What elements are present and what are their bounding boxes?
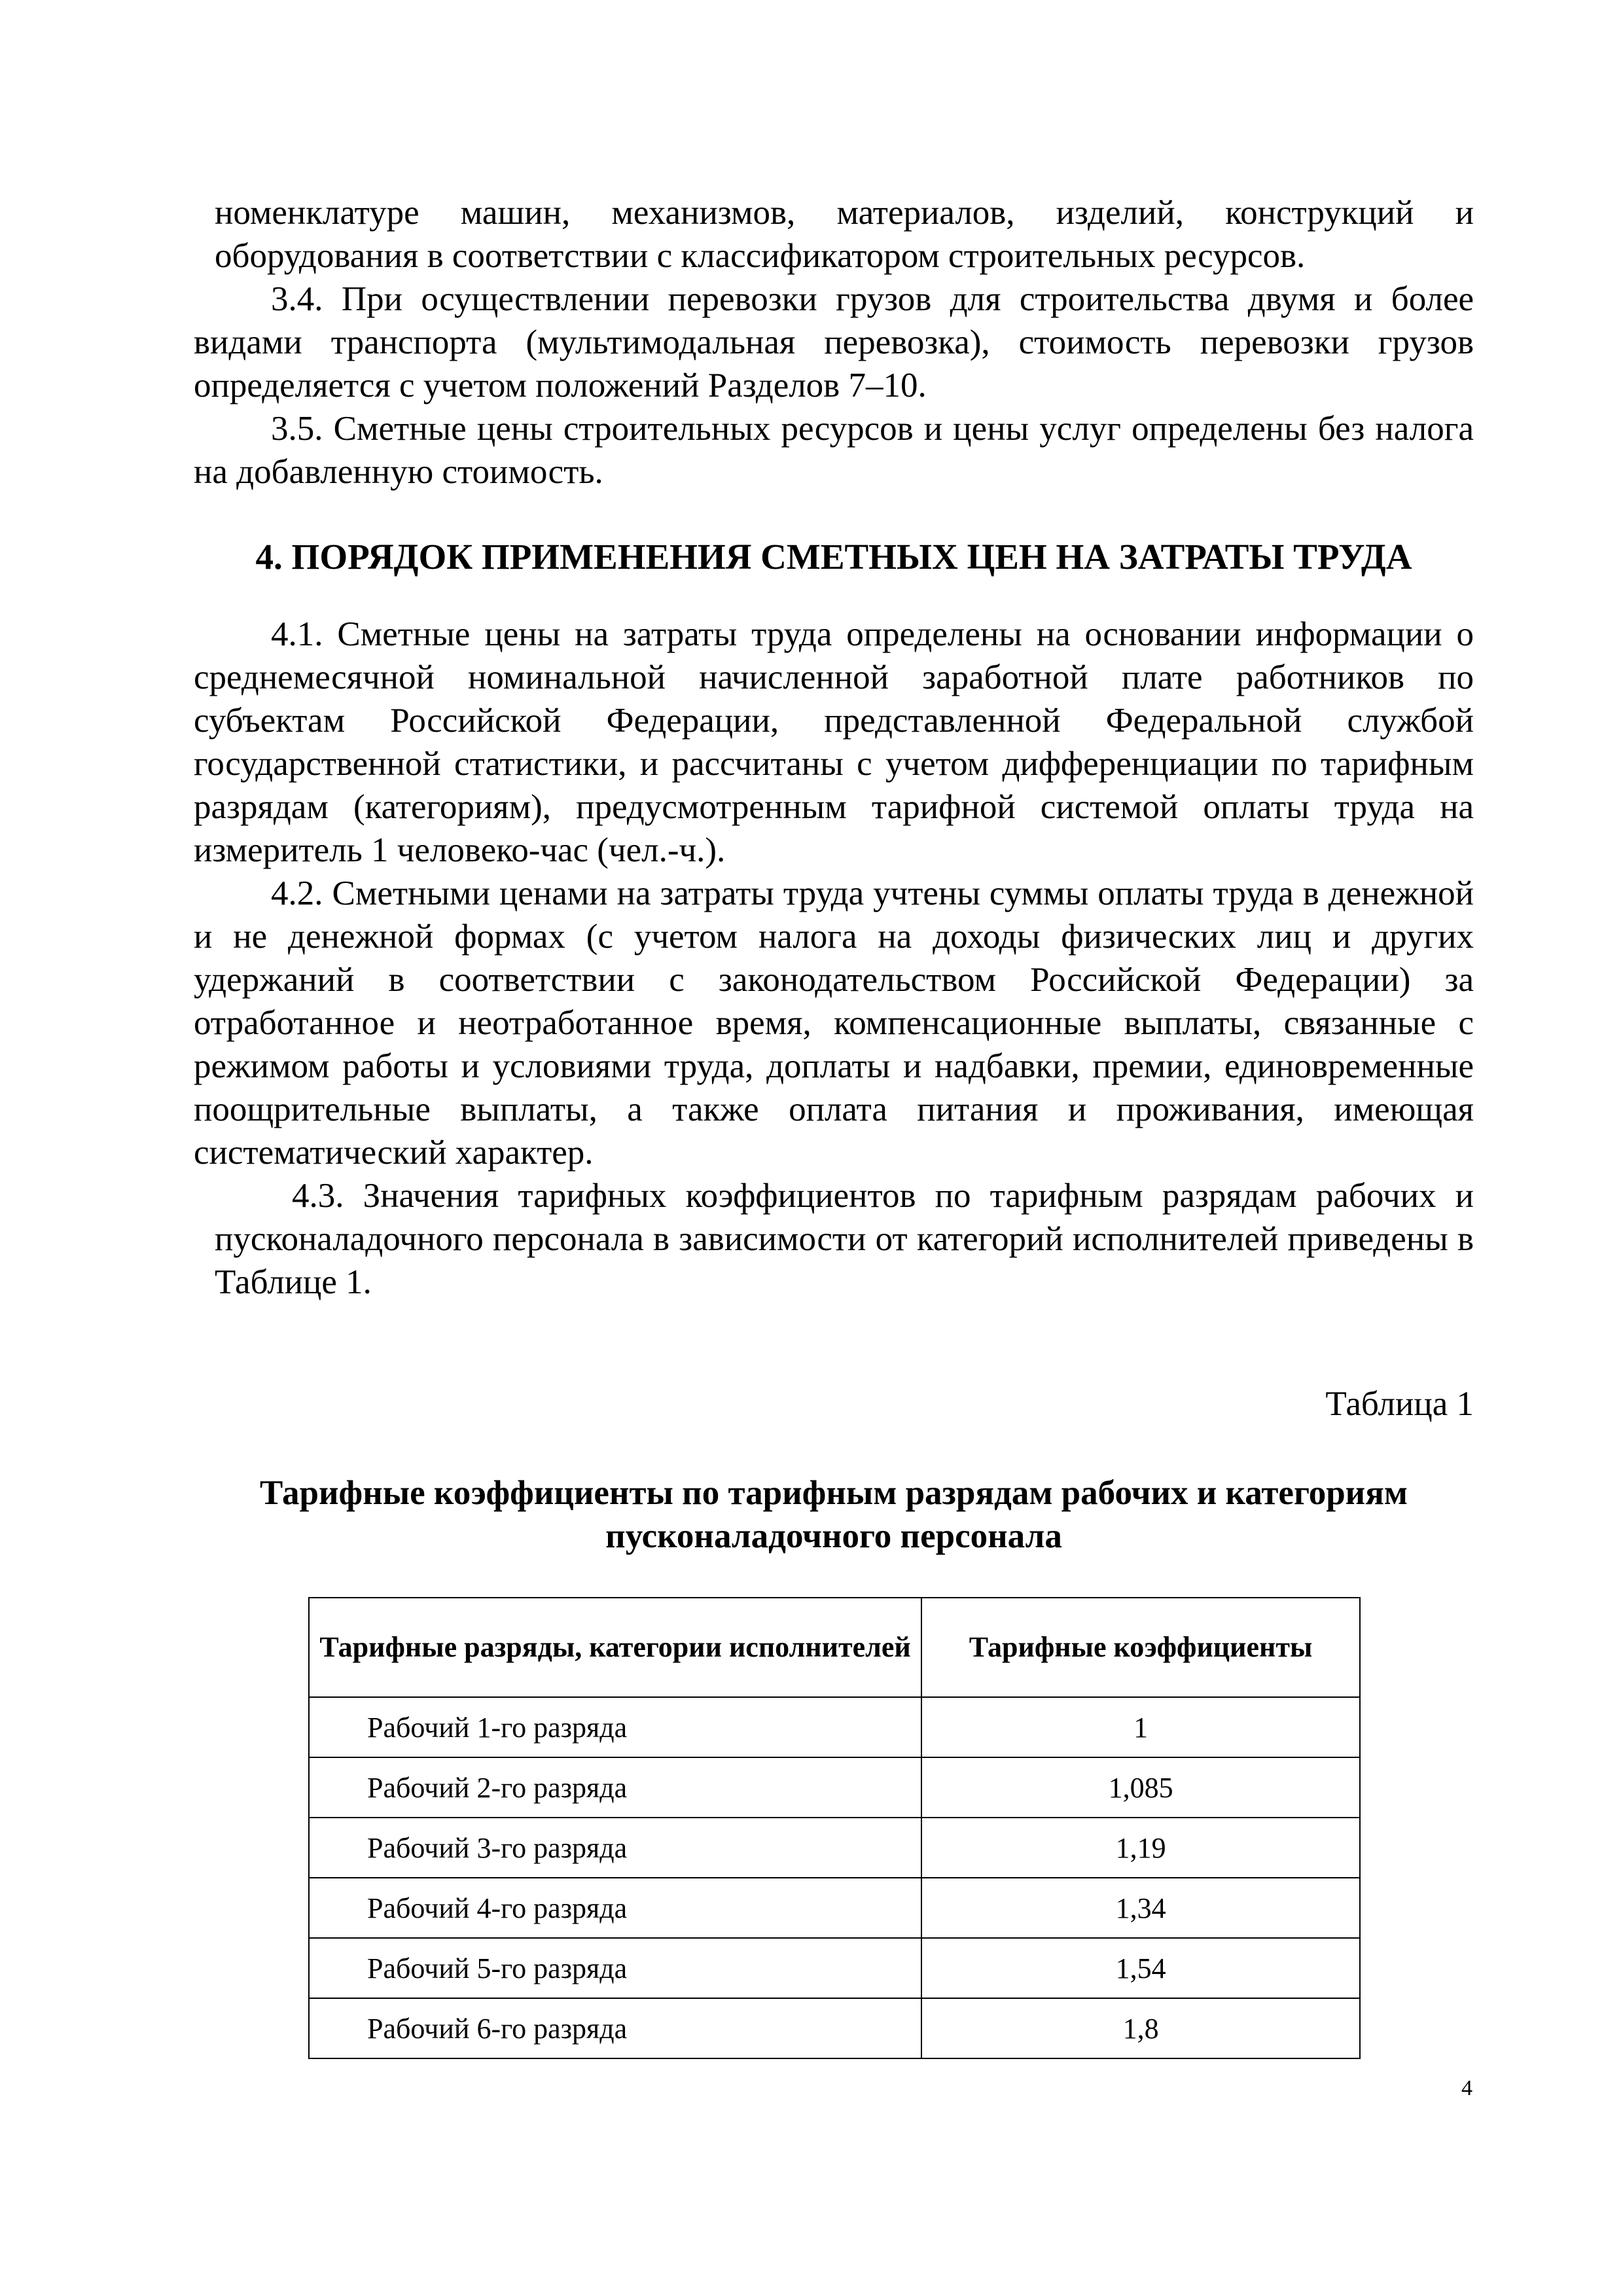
table-header-row xyxy=(309,1598,1360,1697)
table-row xyxy=(309,1938,1360,1998)
row-label: Рабочий 1-го разряда xyxy=(309,1697,921,1757)
tariff-coefficients-table xyxy=(308,1597,1361,2059)
row-label: Рабочий 3-го разряда xyxy=(309,1818,921,1878)
table-row xyxy=(309,1818,1360,1878)
section-4-heading: 4. ПОРЯДОК ПРИМЕНЕНИЯ СМЕТНЫХ ЦЕН НА ЗАТРАТЫ ТРУДА xyxy=(255,537,1412,577)
table-row xyxy=(309,1878,1360,1938)
row-value: 1 xyxy=(921,1697,1360,1757)
row-label: Рабочий 2-го разряда xyxy=(309,1757,921,1818)
paragraph-3-5: 3.5. Сметные цены строительных ресурсов и цены услуг определены без налога на добавленную стоимость. xyxy=(194,410,1474,491)
paragraph-3-4: 3.4. При осуществлении перевозки грузов для строительства двумя и более видами транспорта (мультимодальная перевозка), стоимость перевозки грузов определяется с учетом положений Разделов 7–10. xyxy=(194,280,1474,404)
page-number: 4 xyxy=(1461,2076,1472,2100)
table-row xyxy=(309,1757,1360,1818)
row-label: Рабочий 4-го разряда xyxy=(309,1878,921,1938)
table-caption: Таблица 1 xyxy=(1325,1385,1474,1423)
paragraph-4-2: 4.2. Сметными ценами на затраты труда учтены суммы оплаты труда в денежной и не денежной формах (с учетом налога на доходы физических лиц и других удержаний в соответствии с законодательством Российской Федерации) за отработанное и неотработанное время, компенсационные выплаты, связанные с режимом работы и условиями труда, доплаты и надбавки, премии, единовременные поощрительные выплаты, а также оплата питания и проживания, имеющая систематический характер. xyxy=(194,874,1474,1172)
row-label: Рабочий 6-го разряда xyxy=(309,1998,921,2058)
header-coefficients: Тарифные коэффициенты xyxy=(921,1598,1360,1697)
paragraph-4-3: 4.3. Значения тарифных коэффициентов по тарифным разрядам рабочих и пусконаладочного персонала в зависимости от категорий исполнителей приведены в Таблице 1. xyxy=(215,1177,1474,1301)
table-title: Тарифные коэффициенты по тарифным разрядам рабочих и категориям пусконаладочного персонала xyxy=(260,1474,1408,1555)
row-value: 1,085 xyxy=(921,1757,1360,1818)
table-row xyxy=(309,1697,1360,1757)
row-value: 1,54 xyxy=(921,1938,1360,1998)
paragraph-4-1: 4.1. Сметные цены на затраты труда определены на основании информации о среднемесячной номинальной начисленной заработной плате работников по субъектам Российской Федерации, представленной Федеральной службой государственной статистики, и рассчитаны с учетом дифференциации по тарифным разрядам (категориям), предусмотренным тарифной системой оплаты труда на измеритель 1 человеко-час (чел.-ч.). xyxy=(194,615,1474,869)
paragraph-3-3-continuation: номенклатуре машин, механизмов, материалов, изделий, конструкций и оборудования в соответствии с классификатором строительных ресурсов. xyxy=(215,194,1474,275)
row-label: Рабочий 5-го разряда xyxy=(309,1938,921,1998)
row-value: 1,19 xyxy=(921,1818,1360,1878)
page-content xyxy=(194,191,1474,2059)
table-row xyxy=(309,1998,1360,2058)
row-value: 1,34 xyxy=(921,1878,1360,1938)
header-categories: Тарифные разряды, категории исполнителей xyxy=(309,1598,921,1697)
row-value: 1,8 xyxy=(921,1998,1360,2058)
